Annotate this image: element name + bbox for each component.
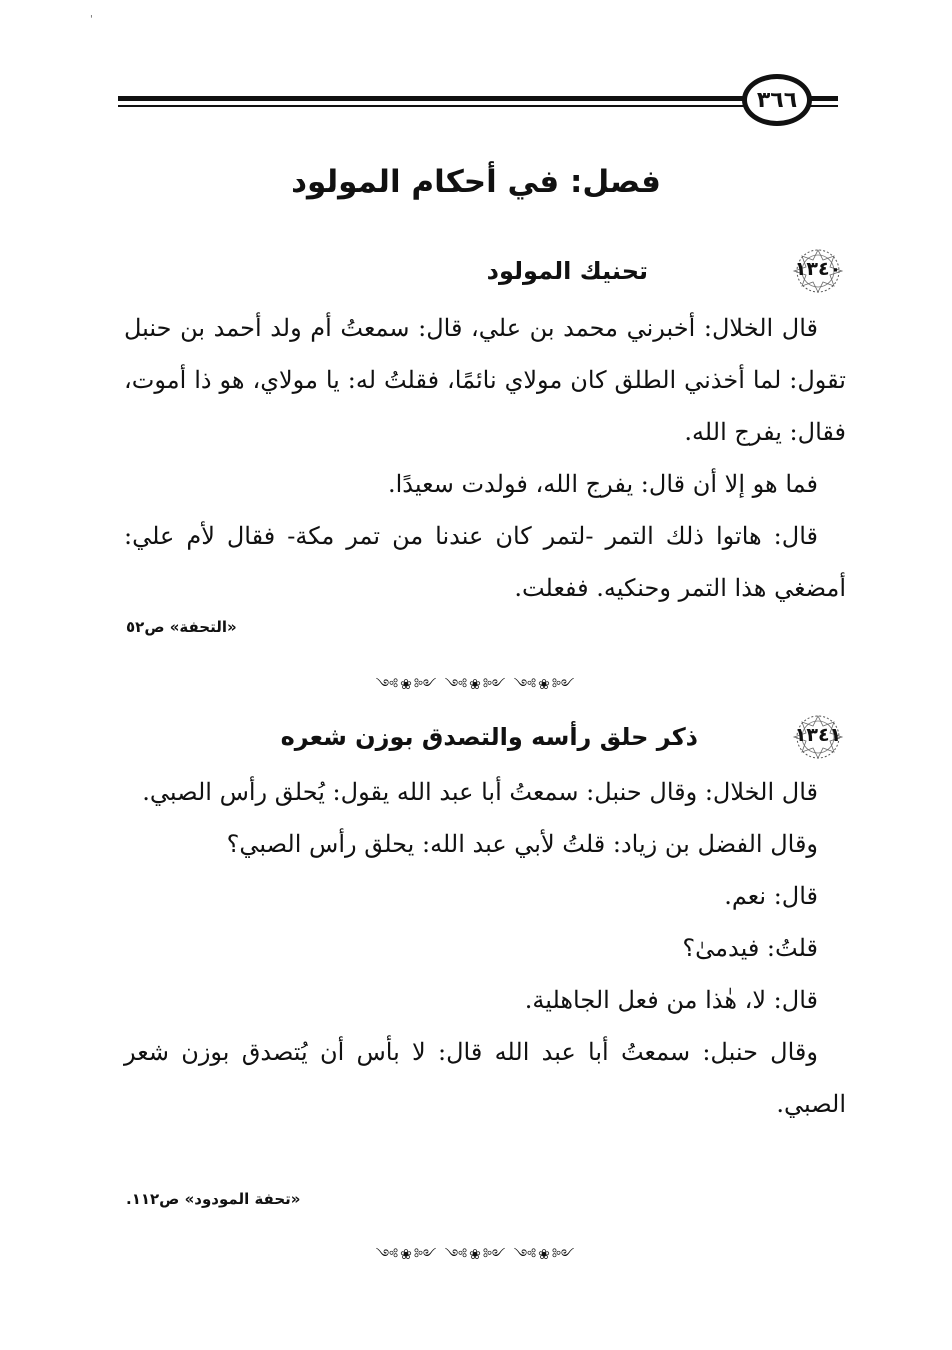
section-header-1340 — [108, 246, 848, 296]
paragraph: وقال حنبل: سمعتُ أبا عبد الله قال: لا بأس أن يُتصدق بوزن شعر الصبي. — [124, 1038, 846, 1118]
section-number: ١٣٤٠ — [794, 258, 842, 280]
section-divider-ornament: ༺❀༻ ༺❀༻ ༺❀༻ — [375, 1247, 577, 1263]
paragraph: فما هو إلا أن قال: يفرج الله، فولدت سعيدًا. — [388, 470, 818, 498]
section-divider-ornament: ༺❀༻ ༺❀༻ ༺❀༻ — [375, 677, 577, 693]
paragraph: قلتُ: فيدمىٰ؟ — [682, 934, 818, 962]
section-header-1341 — [108, 712, 848, 762]
header-rule-thin — [118, 105, 838, 107]
paragraph: قال: هاتوا ذلك التمر -لتمر كان عندنا من تمر مكة- فقال لأم علي: أمضغي هذا التمر وحنكيه. ففعلت. — [124, 522, 846, 602]
page-number: ٣٦٦ — [742, 74, 812, 126]
paragraph: وقال الفضل بن زياد: قلتُ لأبي عبد الله: يحلق رأس الصبي؟ — [226, 830, 818, 858]
chapter-title: فصل: في أحكام المولود — [291, 164, 661, 200]
source-citation: «التحفة» ص٥٢ — [126, 618, 237, 636]
source-citation: «تحفة المودود» ص١١٢. — [126, 1190, 301, 1208]
paragraph: قال: نعم. — [724, 882, 818, 910]
section-number-badge — [788, 714, 848, 760]
section-title: ذكر حلق رأسه والتصدق بوزن شعره — [280, 723, 698, 751]
paragraph: قال: لا، هٰذا من فعل الجاهلية. — [524, 986, 818, 1014]
section-number-badge — [788, 248, 848, 294]
header-rule — [118, 96, 838, 110]
section-1341-body — [124, 766, 846, 1130]
corner-mark: ' — [90, 14, 93, 25]
paragraph: قال الخلال: وقال حنبل: سمعتُ أبا عبد الله يقول: يُحلق رأس الصبي. — [142, 778, 818, 806]
section-number: ١٣٤١ — [794, 724, 842, 746]
paragraph: قال الخلال: أخبرني محمد بن علي، قال: سمعتُ أم ولد أحمد بن حنبل تقول: لما أخذني الطلق كان مولاي نائمًا، فقلتُ له: يا مولاي، هو ذا أموت، فقال: يفرج الله. — [124, 314, 846, 446]
header-rule-thick — [118, 96, 838, 101]
section-title: تحنيك المولود — [486, 257, 648, 285]
section-1340-body — [124, 302, 846, 614]
